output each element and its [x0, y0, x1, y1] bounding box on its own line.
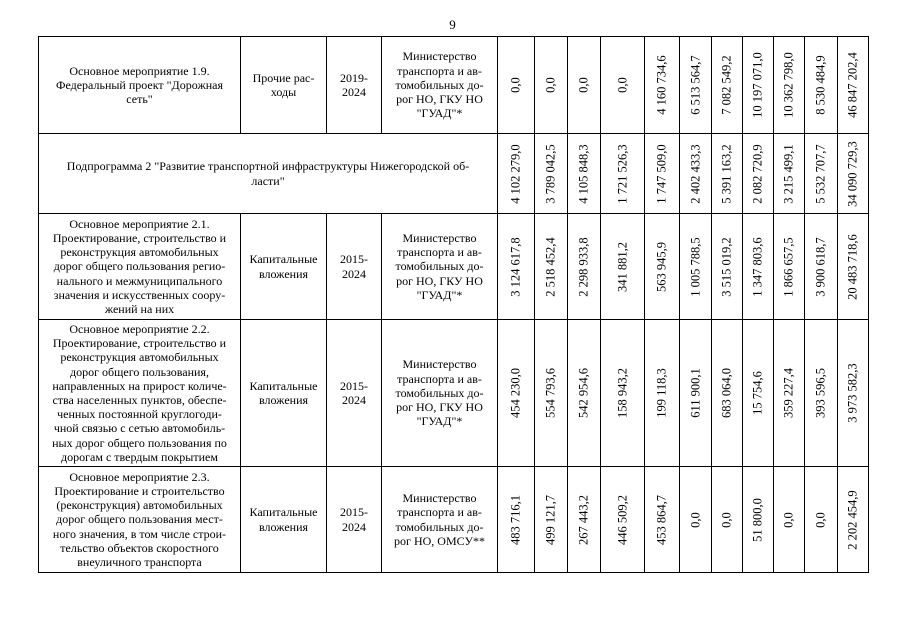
- value-text: 453 864,7: [654, 494, 669, 545]
- responsible-executor: Министерство транспорта и ав- томобильных до- рог НО, ГКУ НО "ГУАД"*: [382, 320, 498, 467]
- value-cell: [680, 467, 712, 573]
- budget-table: [38, 36, 869, 573]
- value-text: 5 532 707,7: [813, 143, 828, 204]
- value-cell: [712, 134, 743, 214]
- value-cell: [743, 320, 774, 467]
- measure-name: Основное мероприятие 2.1. Проектирование, строительство и реконструкция автомобильных дорог общего пользования регио- нального и межмуниципального значения и искусственных соору- жений на них: [39, 214, 241, 320]
- value-text: 2 082 720,9: [750, 143, 765, 204]
- value-text: 199 118,3: [654, 368, 669, 418]
- value-text: 0,0: [615, 77, 629, 93]
- value-text: 1 347 803,6: [750, 236, 765, 297]
- value-cell: [712, 467, 743, 573]
- implementation-period: 2019- 2024: [327, 37, 382, 134]
- value-cell: [680, 37, 712, 134]
- implementation-period: 2015- 2024: [327, 320, 382, 467]
- value-text: 15 754,6: [750, 371, 765, 415]
- value-cell: [805, 467, 838, 573]
- value-cell: [535, 37, 568, 134]
- implementation-period: 2015- 2024: [327, 467, 382, 573]
- value-cell: [774, 134, 805, 214]
- value-cell: [805, 320, 838, 467]
- value-cell: [805, 37, 838, 134]
- value-cell: [743, 37, 774, 134]
- value-cell: [601, 37, 645, 134]
- value-cell: [535, 214, 568, 320]
- measure-name: Основное мероприятие 2.3. Проектирование и строительство (реконструкция) автомобильных дорог общего пользования мест- ного значения, в том числе строи- тельство объектов скоростного внеуличного транспорта: [39, 467, 241, 573]
- value-cell: [774, 320, 805, 467]
- value-cell: [535, 134, 568, 214]
- value-cell: [535, 467, 568, 573]
- value-cell: [645, 37, 680, 134]
- value-cell: [645, 214, 680, 320]
- value-text: 158 943,2: [615, 368, 629, 418]
- table-row: [39, 467, 869, 573]
- value-text: 4 160 734,6: [654, 55, 669, 115]
- value-cell: [712, 37, 743, 134]
- value-text: 499 121,7: [543, 494, 558, 545]
- value-text: 8 530 484,9: [813, 55, 828, 115]
- value-text: 542 954,6: [576, 368, 591, 418]
- value-text: 2 518 452,4: [543, 236, 558, 297]
- value-cell: [568, 134, 601, 214]
- expense-category: Капитальные вложения: [241, 214, 327, 320]
- value-cell: [645, 134, 680, 214]
- value-cell: [712, 320, 743, 467]
- value-cell: [568, 214, 601, 320]
- value-text: 0,0: [719, 511, 734, 528]
- value-text: 393 596,5: [813, 368, 828, 418]
- measure-name: Основное мероприятие 1.9. Федеральный проект "Дорожная сеть": [39, 37, 241, 134]
- value-cell: [601, 214, 645, 320]
- value-text: 454 230,0: [508, 368, 523, 418]
- measure-name: Основное мероприятие 2.2. Проектирование, строительство и реконструкция автомобильных дорог общего пользования, направленных на прирост количе- ства населенных пунктов, обеспе- ченных постоянной круглогоди- чной связью с сетью автомобиль- ных дорог общего пользования по дорогам с твердым покрытием: [39, 320, 241, 467]
- value-text: 267 443,2: [576, 494, 591, 545]
- value-text: 3 900 618,7: [813, 236, 828, 297]
- value-text: 20 483 718,6: [845, 233, 860, 300]
- value-cell: [680, 134, 712, 214]
- value-text: 0,0: [576, 77, 591, 93]
- page-number: 9: [449, 17, 456, 32]
- value-text: 2 202 454,9: [845, 489, 860, 550]
- value-text: 3 215 499,1: [781, 143, 796, 204]
- value-cell: [838, 214, 869, 320]
- value-text: 4 105 848,3: [576, 143, 591, 204]
- table-row: [39, 37, 869, 134]
- expense-category: Капитальные вложения: [241, 320, 327, 467]
- value-cell: [601, 320, 645, 467]
- value-text: 341 881,2: [615, 241, 629, 292]
- value-cell: [680, 214, 712, 320]
- value-text: 359 227,4: [781, 368, 796, 418]
- value-cell: [743, 467, 774, 573]
- value-cell: [838, 320, 869, 467]
- responsible-executor: Министерство транспорта и ав- томобильных до- рог НО, ГКУ НО "ГУАД"*: [382, 37, 498, 134]
- value-cell: [568, 320, 601, 467]
- value-cell: [743, 134, 774, 214]
- value-text: 3 515 019,2: [719, 236, 734, 297]
- value-text: 1 721 526,3: [615, 143, 629, 204]
- value-text: 683 064,0: [719, 368, 734, 418]
- subprogram-title: Подпрограмма 2 "Развитие транспортной инфраструктуры Нижегородской об- ласти": [39, 134, 498, 214]
- value-text: 1 005 788,5: [688, 236, 702, 297]
- value-text: 0,0: [688, 511, 702, 528]
- value-cell: [743, 214, 774, 320]
- value-cell: [805, 134, 838, 214]
- value-text: 563 945,9: [654, 241, 669, 292]
- value-text: 3 124 617,8: [508, 236, 523, 297]
- value-text: 51 800,0: [750, 497, 765, 542]
- value-cell: [645, 320, 680, 467]
- table-row: [39, 214, 869, 320]
- value-cell: [601, 134, 645, 214]
- value-text: 1 747 509,0: [654, 143, 669, 204]
- value-text: 10 197 071,0: [750, 52, 765, 118]
- value-cell: [838, 134, 869, 214]
- value-text: 7 082 549,2: [719, 55, 734, 115]
- value-cell: [680, 320, 712, 467]
- value-text: 5 391 163,2: [719, 143, 734, 204]
- value-text: 446 509,2: [615, 494, 629, 545]
- value-cell: [838, 37, 869, 134]
- value-text: 2 402 433,3: [688, 143, 702, 204]
- value-cell: [712, 214, 743, 320]
- value-text: 483 716,1: [508, 494, 523, 545]
- value-cell: [774, 37, 805, 134]
- value-text: 34 090 729,3: [845, 140, 860, 207]
- value-text: 0,0: [813, 511, 828, 528]
- value-text: 0,0: [781, 511, 796, 528]
- responsible-executor: Министерство транспорта и ав- томобильных до- рог НО, ГКУ НО "ГУАД"*: [382, 214, 498, 320]
- value-cell: [498, 134, 535, 214]
- value-text: 10 362 798,0: [781, 52, 796, 118]
- value-text: 3 973 582,3: [845, 363, 860, 423]
- value-cell: [535, 320, 568, 467]
- value-cell: [498, 214, 535, 320]
- value-cell: [568, 467, 601, 573]
- value-cell: [774, 214, 805, 320]
- responsible-executor: Министерство транспорта и ав- томобильных до- рог НО, ОМСУ**: [382, 467, 498, 573]
- value-cell: [774, 467, 805, 573]
- table-row: [39, 134, 869, 214]
- value-text: 611 900,1: [688, 368, 702, 418]
- value-text: 1 866 657,5: [781, 236, 796, 297]
- value-text: 0,0: [543, 77, 558, 93]
- value-text: 3 789 042,5: [543, 143, 558, 204]
- value-cell: [498, 37, 535, 134]
- expense-category: Прочие рас- ходы: [241, 37, 327, 134]
- value-text: 554 793,6: [543, 368, 558, 418]
- value-cell: [601, 467, 645, 573]
- value-text: 46 847 202,4: [845, 52, 860, 118]
- value-cell: [498, 467, 535, 573]
- table-row: [39, 320, 869, 467]
- value-cell: [645, 467, 680, 573]
- expense-category: Капитальные вложения: [241, 467, 327, 573]
- value-text: 2 298 933,8: [576, 236, 591, 297]
- implementation-period: 2015- 2024: [327, 214, 382, 320]
- value-cell: [838, 467, 869, 573]
- value-cell: [498, 320, 535, 467]
- value-cell: [805, 214, 838, 320]
- value-text: 4 102 279,0: [508, 143, 523, 204]
- value-text: 6 513 564,7: [688, 55, 702, 115]
- value-cell: [568, 37, 601, 134]
- value-text: 0,0: [508, 77, 523, 93]
